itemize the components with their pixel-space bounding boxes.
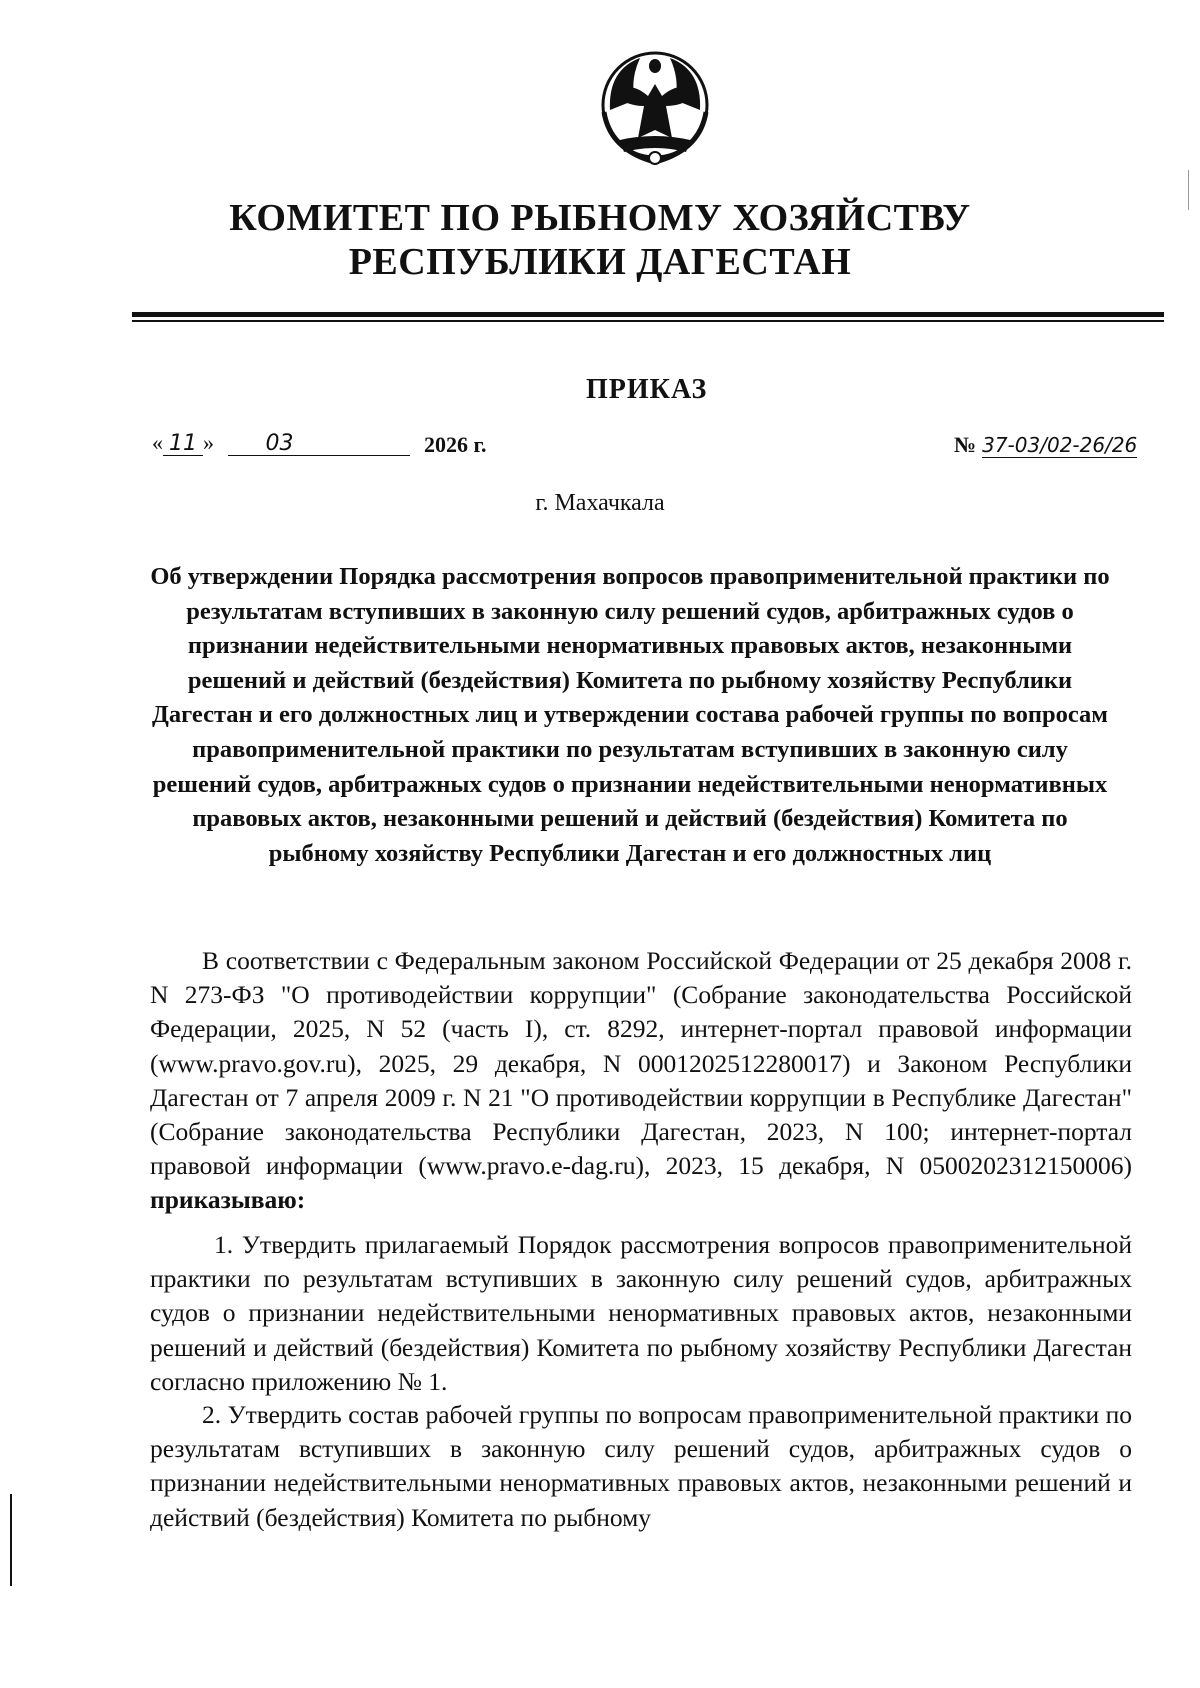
number-value: 37-03/02-26/26 — [982, 433, 1138, 457]
number-label: № — [954, 432, 977, 457]
header-rule-thick — [132, 312, 1164, 317]
item-2-paragraph: 2. Утвердить состав рабочей группы по вопросам правоприменительной практики по результатам вступивших в законную силу решений судов, арбитражных судов о признании недействительными ненормативных правовых актов, незаконными решений и действий (бездействия) Комитета по рыбному — [150, 1400, 1132, 1532]
date-day: 11 — [163, 433, 203, 456]
date-year: 2026 г. — [424, 432, 487, 457]
organization-name-line2: РЕСПУБЛИКИ ДАГЕСТАН — [348, 241, 852, 283]
coat-of-arms-dagestan-icon — [590, 40, 720, 170]
date-close-quote: » — [203, 430, 214, 455]
order-title: ПРИКАЗ — [586, 374, 708, 405]
scan-artifact-line — [1188, 170, 1189, 210]
order-date — [152, 430, 410, 456]
date-open-quote: « — [152, 430, 163, 455]
organization-name-line1: КОМИТЕТ ПО РЫБНОМУ ХОЗЯЙСТВУ — [229, 197, 971, 239]
city: г. Махачкала — [535, 490, 665, 516]
header-rule-thin — [132, 320, 1164, 322]
order-subject: Об утверждении Порядка рассмотрения вопросов правоприменительной практики по результатам вступивших в законную силу решений судов, арбитражных судов о признании недействительными ненормативных правовых актов, незаконными решений и действий (бездействия) Комитета по рыбному хозяйству Республики Дагестан и его должностных лиц и утверждении состава рабочей группы по вопросам правоприменительной практики по результатам вступивших в законную силу решений судов, арбитражных судов о признании недействительными ненормативных правовых актов, незаконными решений и действий (бездействия) Комитета по рыбному хозяйству Республики Дагестан и его должностных лиц — [150, 563, 1110, 867]
date-month: 03 — [228, 433, 410, 456]
order-number — [954, 432, 1137, 458]
scan-artifact-line — [10, 1494, 12, 1586]
decree-word: приказываю: — [150, 1185, 306, 1215]
preamble-text: В соответствии с Федеральным законом Российской Федерации от 25 декабря 2008 г. N 273-ФЗ "О противодействии коррупции" (Собрание законодательства Российской Федерации, 2025, N 52 (часть I), ст. 8292, интернет-портал правовой информации (www.pravo.gov.ru), 2025, 29 декабря, N 0001202512280017) и Законом Республики Дагестан от 7 апреля 2009 г. N 21 "О противодействии коррупции в Республике Дагестан" (Собрание законодательства Республики Дагестан, 2023, N 100; интернет-портал правовой информации (www.pravo.e-dag.ru), 2023, 15 декабря, N 0500202312150006) — [150, 946, 1132, 1181]
preamble-paragraph — [150, 944, 1132, 1218]
item-1-paragraph: 1. Утвердить прилагаемый Порядок рассмотрения вопросов правоприменительной практики по результатам вступивших в законную силу решений судов, арбитражных судов о признании недействительными ненормативных правовых актов, незаконными решений и действий (бездействия) Комитета по рыбному хозяйству Республики Дагестан согласно приложению № 1. — [150, 1230, 1132, 1396]
